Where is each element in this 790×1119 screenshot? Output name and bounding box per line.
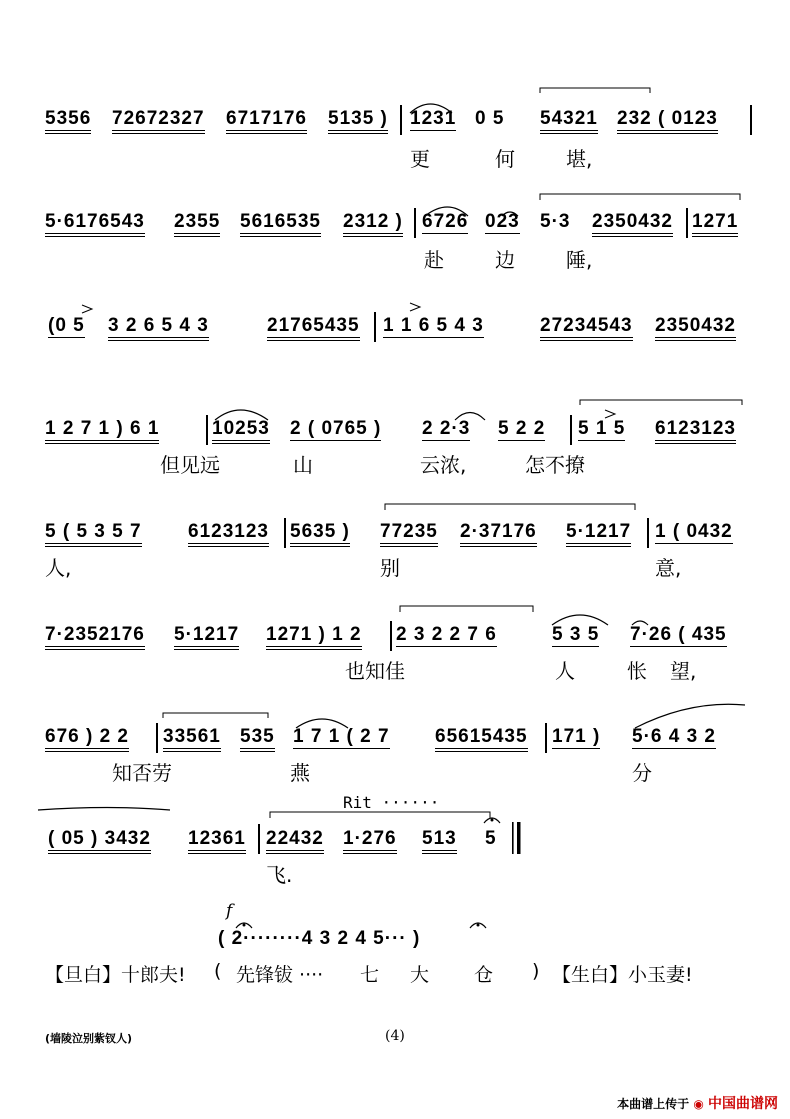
percussion-word: 先锋钹 ···· bbox=[236, 964, 324, 986]
note-group: 2312 ) bbox=[343, 211, 403, 237]
note-group: 6726 bbox=[422, 211, 469, 232]
sheng-speech: 【生白】小玉妻! bbox=[552, 964, 693, 986]
barline bbox=[390, 621, 392, 651]
note-group: 5 1 5 bbox=[578, 418, 626, 439]
lyric: 堪, bbox=[566, 147, 593, 171]
lyric: 山 bbox=[293, 453, 313, 477]
note-group: 2 2·3 bbox=[422, 418, 471, 439]
page-number: (4) bbox=[385, 1028, 405, 1044]
barline bbox=[374, 312, 376, 342]
note-group: 1 2 7 1 ) 6 1 bbox=[45, 418, 159, 444]
note-group: 1 ( 0432 bbox=[655, 521, 733, 542]
note-group: 1231 bbox=[410, 108, 457, 129]
note-group: 1 1 6 5 4 3 bbox=[383, 315, 484, 336]
site-logo-icon: ◉ bbox=[693, 1097, 704, 1111]
barline bbox=[570, 415, 572, 445]
note-group: 6717176 bbox=[226, 108, 307, 134]
lyric: 更 bbox=[410, 147, 430, 171]
note-group: 023 bbox=[485, 211, 520, 232]
note-group: 171 ) bbox=[552, 726, 601, 747]
note-group: 5 ( 5 3 5 7 bbox=[45, 521, 142, 547]
lyric: 意, bbox=[655, 556, 682, 580]
lyric: 分 bbox=[632, 761, 652, 785]
percussion-bracket-open: ( bbox=[214, 960, 222, 982]
percussion-word: 仓 bbox=[474, 964, 494, 986]
note-group: 10253 bbox=[212, 418, 270, 444]
note-group: 1 7 1 ( 2 7 bbox=[293, 726, 390, 747]
note-group: 1271 bbox=[692, 211, 738, 237]
lyric: 人 bbox=[555, 659, 575, 683]
lyric: 边 bbox=[495, 248, 515, 272]
lyric: 飞. bbox=[266, 863, 293, 887]
note-group: 3 2 6 5 4 3 bbox=[108, 315, 209, 341]
lyric: 何 bbox=[495, 147, 515, 171]
note-group: ( 05 ) 3432 bbox=[48, 828, 151, 854]
lyric: 陲, bbox=[566, 248, 593, 272]
note-group: 6123123 bbox=[188, 521, 269, 547]
note-group: 5 bbox=[485, 828, 497, 849]
barline bbox=[647, 518, 649, 548]
note-group: 54321 bbox=[540, 108, 598, 134]
note-group: 72672327 bbox=[112, 108, 205, 134]
note-group: 0 5 bbox=[475, 108, 505, 129]
note-group: 2·37176 bbox=[460, 521, 537, 547]
note-group: 5356 bbox=[45, 108, 91, 134]
lyric: 怅 bbox=[627, 659, 647, 683]
lyric: 人, bbox=[45, 556, 72, 580]
site-watermark bbox=[617, 1093, 778, 1113]
note-group: (0 5 bbox=[48, 315, 85, 336]
note-group: 513 bbox=[422, 828, 457, 854]
note-group: 5·1217 bbox=[174, 624, 239, 650]
barline bbox=[414, 208, 416, 238]
note-group: 2350432 bbox=[592, 211, 673, 237]
note-group: 2 3 2 2 7 6 bbox=[396, 624, 497, 645]
note-group: 5135 ) bbox=[328, 108, 388, 134]
dynamic-marking: f bbox=[226, 901, 233, 921]
note-group: 2355 bbox=[174, 211, 220, 237]
note-group: 2350432 bbox=[655, 315, 736, 341]
lyric: 燕 bbox=[290, 761, 310, 785]
lyric: 也知佳 bbox=[345, 659, 405, 683]
barline bbox=[686, 208, 688, 238]
note-group: 5·6176543 bbox=[45, 211, 145, 237]
lyric: 望, bbox=[670, 659, 697, 683]
percussion-word: 大 bbox=[410, 964, 430, 986]
note-group: 232 ( 0123 bbox=[617, 108, 718, 134]
note-group: 7·26 ( 435 bbox=[630, 624, 727, 645]
note-group: 5 2 2 bbox=[498, 418, 546, 439]
note-group: 535 bbox=[240, 726, 275, 752]
percussion-bracket-close: ) bbox=[532, 960, 540, 982]
percussion-word: 七 bbox=[360, 964, 380, 986]
upload-text: 本曲谱上传于 bbox=[617, 1097, 690, 1111]
note-group: 5616535 bbox=[240, 211, 321, 237]
score-line-8 bbox=[0, 818, 790, 913]
score-line-2 bbox=[0, 203, 790, 298]
note-group: 1271 ) 1 2 bbox=[266, 624, 362, 650]
note-group: 77235 bbox=[380, 521, 438, 547]
score-line-4 bbox=[0, 410, 790, 505]
note-group: 5635 ) bbox=[290, 521, 350, 547]
note-group: 6123123 bbox=[655, 418, 736, 444]
note-group: 65615435 bbox=[435, 726, 528, 752]
note-group: 5·1217 bbox=[566, 521, 631, 547]
note-group: 676 ) 2 2 bbox=[45, 726, 129, 752]
note-group: 1·276 bbox=[343, 828, 397, 854]
note-group: 21765435 bbox=[267, 315, 360, 341]
barline bbox=[400, 105, 402, 135]
note-group: 5·3 bbox=[540, 211, 571, 232]
note-group: 5·6 4 3 2 bbox=[632, 726, 716, 747]
note-group: 22432 bbox=[266, 828, 324, 854]
barline bbox=[750, 105, 752, 135]
score-line-5 bbox=[0, 513, 790, 608]
score-title-footer: (墙陵泣别紫钗人) bbox=[45, 1032, 133, 1045]
note-group: 2 ( 0765 ) bbox=[290, 418, 382, 439]
lyric: 知否劳 bbox=[112, 761, 172, 785]
lyric: 云浓, bbox=[420, 453, 467, 477]
lyric: 别 bbox=[380, 556, 400, 580]
lyric: 怎不撩 bbox=[525, 453, 585, 477]
lyric: 但见远 bbox=[160, 453, 220, 477]
barline bbox=[284, 518, 286, 548]
barline bbox=[156, 723, 158, 753]
note-group: 7·2352176 bbox=[45, 624, 145, 650]
dan-speech: 【旦白】十郎夫! bbox=[45, 964, 186, 986]
note-group: 33561 bbox=[163, 726, 221, 752]
score-line-1 bbox=[0, 100, 790, 195]
lyric: 赴 bbox=[424, 248, 444, 272]
rit-marking: Rit ······ bbox=[343, 793, 440, 812]
barline bbox=[258, 824, 260, 854]
percussion-notation: ( 2········4 3 2 4 5··· ) bbox=[218, 928, 421, 949]
note-group: 12361 bbox=[188, 828, 246, 854]
barline bbox=[545, 723, 547, 753]
score-line-3 bbox=[0, 307, 790, 402]
score-line-6 bbox=[0, 616, 790, 711]
note-group: 27234543 bbox=[540, 315, 633, 341]
site-name: 中国曲谱网 bbox=[708, 1096, 778, 1112]
barline bbox=[206, 415, 208, 445]
note-group: 5 3 5 bbox=[552, 624, 600, 645]
